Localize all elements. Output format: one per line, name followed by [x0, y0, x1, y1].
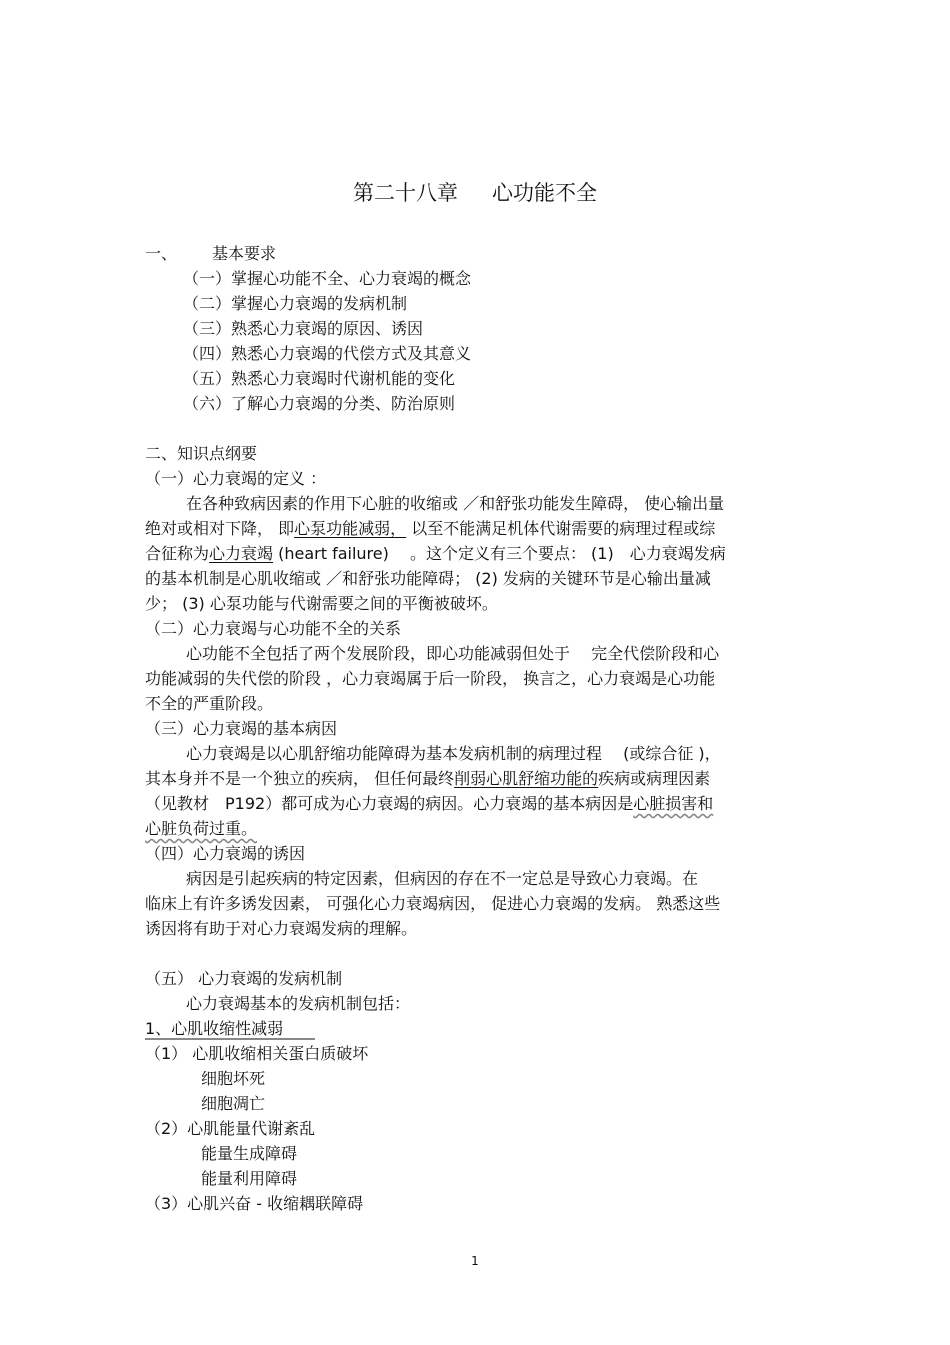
underlined-term: 心脏损害和: [633, 794, 714, 813]
paragraph-line: 诱因将有助于对心力衰竭发病的理解。: [145, 919, 418, 938]
section2-heading: 二、知识点纲要: [145, 444, 258, 463]
underlined-term: 心泵功能减弱，: [294, 519, 407, 538]
underlined-term: 心力衰竭: [209, 544, 274, 563]
text-run: 绝对或相对下降， 即: [145, 519, 295, 538]
underline-mark: [145, 1038, 315, 1040]
paragraph-line: 心力衰竭是以心肌舒缩功能障碍为基本发病机制的病理过程 (或综合征 )，: [186, 744, 721, 763]
mechanism-subitem: （1） 心肌收缩相关蛋白质破坏: [145, 1044, 369, 1063]
relation-heading: （二）心力衰竭与心功能不全的关系: [145, 619, 402, 638]
cause-heading: （三）心力衰竭的基本病因: [145, 719, 338, 738]
underlined-term: 削弱心肌舒缩功能的: [454, 769, 599, 788]
requirement-item: （一）掌握心功能不全、心力衰竭的概念: [183, 269, 472, 288]
text-run: 以至不能满足机体代谢需要的病理过程或综: [406, 519, 716, 538]
underlined-term: 心脏负荷过重。: [145, 819, 258, 838]
paragraph-line: 心功能不全包括了两个发展阶段，即心功能减弱但处于 完全代偿阶段和心: [186, 644, 720, 663]
chapter-title: [0, 180, 950, 206]
section1-heading-number: 一、: [145, 244, 178, 263]
mechanism-subitem: （3）心肌兴奋 - 收缩耦联障碍: [145, 1194, 364, 1213]
mechanism-detail: 能量生成障碍: [201, 1144, 298, 1163]
text-run: 合征称为: [145, 544, 210, 563]
paragraph-line: 临床上有许多诱发因素， 可强化心力衰竭病因， 促进心力衰竭的发病。 熟悉这些: [145, 894, 721, 913]
paragraph-line: 少； (3) 心泵功能与代谢需要之间的平衡被破坏。: [145, 594, 498, 613]
text-run: （见教材 P192）都可成为心力衰竭的病因。心力衰竭的基本病因是: [145, 794, 634, 813]
chapter-number: 第二十八章: [353, 181, 458, 205]
page-number: 1: [471, 1254, 479, 1268]
inducement-heading: （四）心力衰竭的诱因: [145, 844, 306, 863]
requirement-item: （四）熟悉心力衰竭的代偿方式及其意义: [183, 344, 472, 363]
paragraph-line: [145, 769, 710, 789]
paragraph-line: [145, 794, 713, 814]
text-run: 疾病或病理因素: [598, 769, 711, 788]
section1-heading: 基本要求: [212, 244, 277, 263]
paragraph-line: 不全的严重阶段。: [145, 694, 274, 713]
text-run: (heart failure) 。这个定义有三个要点： (1) 心力衰竭发病: [273, 544, 726, 563]
mechanism-detail: 细胞凋亡: [201, 1094, 266, 1113]
paragraph-line: [145, 819, 257, 839]
mechanism-detail: 细胞坏死: [201, 1069, 266, 1088]
paragraph-line: 病因是引起疾病的特定因素，但病因的存在不一定总是导致心力衰竭。在: [186, 869, 699, 888]
mechanism-subitem: （2）心肌能量代谢紊乱: [145, 1119, 316, 1138]
text-run: 其本身并不是一个独立的疾病， 但任何最终: [145, 769, 455, 788]
paragraph-line: 功能减弱的失代偿的阶段 ，心力衰竭属于后一阶段， 换言之，心力衰竭是心功能: [145, 669, 716, 688]
paragraph-line: [145, 544, 726, 564]
requirement-item: （六）了解心力衰竭的分类、防治原则: [183, 394, 456, 413]
requirement-item: （五）熟悉心力衰竭时代谢机能的变化: [183, 369, 456, 388]
definition-heading: （一）心力衰竭的定义 ：: [145, 469, 327, 488]
mechanism-item: 1、心肌收缩性减弱: [145, 1019, 284, 1038]
requirement-item: （三）熟悉心力衰竭的原因、诱因: [183, 319, 424, 338]
requirement-item: （二）掌握心力衰竭的发病机制: [183, 294, 408, 313]
paragraph-line: 的基本机制是心肌收缩或 ／和舒张功能障碍； (2) 发病的关键环节是心输出量减: [145, 569, 711, 588]
mechanism-heading: （五） 心力衰竭的发病机制: [145, 969, 343, 988]
paragraph-line: 在各种致病因素的作用下心脏的收缩或 ／和舒张功能发生障碍， 使心输出量: [186, 494, 725, 513]
chapter-name: 心功能不全: [492, 181, 597, 205]
paragraph-line: 心力衰竭基本的发病机制包括：: [186, 994, 411, 1013]
paragraph-line: [145, 519, 715, 539]
mechanism-detail: 能量利用障碍: [201, 1169, 298, 1188]
